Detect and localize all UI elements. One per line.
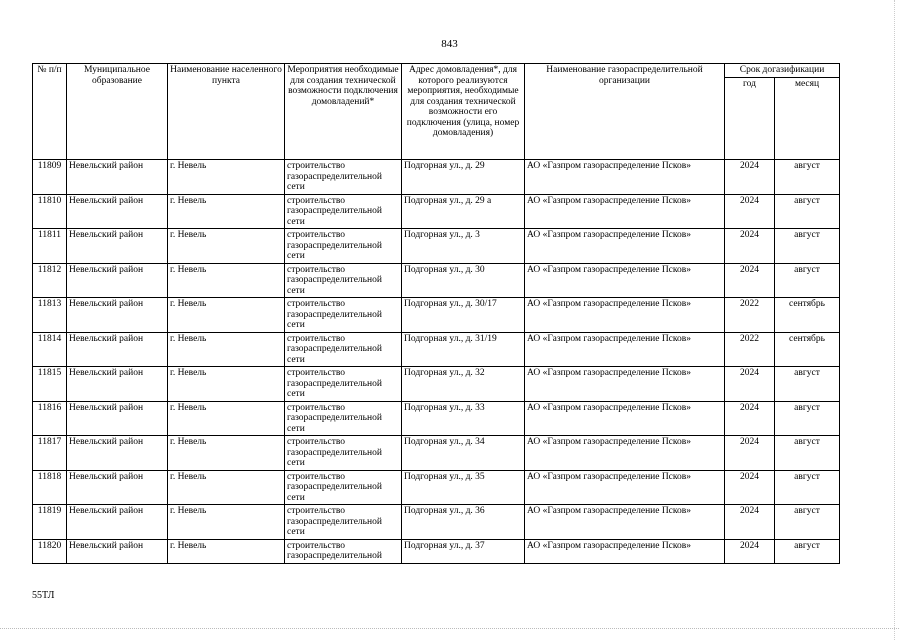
cell-num: 11816: [33, 401, 67, 436]
cell-settlement: г. Невель: [168, 229, 285, 264]
cell-org: АО «Газпром газораспределение Псков»: [525, 298, 725, 333]
cell-year: 2024: [725, 401, 775, 436]
cell-municipality: Невельский район: [67, 539, 168, 563]
scan-artifact-edge: [893, 0, 895, 640]
page-number: 843: [441, 38, 458, 50]
cell-address: Подгорная ул., д. 31/19: [402, 332, 525, 367]
cell-measures: строительство газораспределительной сети: [285, 436, 402, 471]
cell-org: АО «Газпром газораспределение Псков»: [525, 332, 725, 367]
cell-month: сентябрь: [775, 298, 840, 333]
cell-municipality: Невельский район: [67, 401, 168, 436]
cell-measures: строительство газораспределительной сети: [285, 298, 402, 333]
gasification-table: [32, 63, 840, 564]
cell-num: 11814: [33, 332, 67, 367]
cell-org: АО «Газпром газораспределение Псков»: [525, 401, 725, 436]
cell-org: АО «Газпром газораспределение Псков»: [525, 470, 725, 505]
table-row: [33, 160, 840, 195]
cell-month: август: [775, 263, 840, 298]
cell-year: 2024: [725, 436, 775, 471]
cell-year: 2022: [725, 332, 775, 367]
cell-month: август: [775, 194, 840, 229]
cell-month: сентябрь: [775, 332, 840, 367]
cell-month: август: [775, 401, 840, 436]
table-row: [33, 539, 840, 563]
cell-measures: строительство газораспределительной сети: [285, 401, 402, 436]
header-settlement: Наименование населенного пункта: [168, 64, 285, 160]
table-row: [33, 263, 840, 298]
header-year: год: [725, 78, 775, 160]
cell-year: 2024: [725, 367, 775, 402]
table-row: [33, 194, 840, 229]
cell-settlement: г. Невель: [168, 332, 285, 367]
cell-settlement: г. Невель: [168, 436, 285, 471]
cell-measures: строительство газораспределительной сети: [285, 160, 402, 195]
cell-measures: строительство газораспределительной сети: [285, 470, 402, 505]
cell-num: 11811: [33, 229, 67, 264]
cell-municipality: Невельский район: [67, 194, 168, 229]
cell-num: 11815: [33, 367, 67, 402]
cell-num: 11820: [33, 539, 67, 563]
cell-settlement: г. Невель: [168, 401, 285, 436]
table-row: [33, 436, 840, 471]
cell-address: Подгорная ул., д. 3: [402, 229, 525, 264]
header-org: Наименование газораспределительной организации: [525, 64, 725, 160]
cell-org: АО «Газпром газораспределение Псков»: [525, 229, 725, 264]
cell-municipality: Невельский район: [67, 332, 168, 367]
header-measures: Мероприятия необходимые для создания технической возможности подключения домовладений*: [285, 64, 402, 160]
table-row: [33, 229, 840, 264]
cell-measures: строительство газораспределительной сети: [285, 505, 402, 540]
cell-settlement: г. Невель: [168, 263, 285, 298]
cell-settlement: г. Невель: [168, 194, 285, 229]
header-address: Адрес домовладения*, для которого реализуются мероприятия, необходимые для создания технической возможности его подключения (улица, номер домовладения): [402, 64, 525, 160]
cell-month: август: [775, 229, 840, 264]
header-deadline: Срок догазификации: [725, 64, 840, 78]
cell-month: август: [775, 367, 840, 402]
cell-org: АО «Газпром газораспределение Псков»: [525, 367, 725, 402]
cell-settlement: г. Невель: [168, 160, 285, 195]
cell-num: 11812: [33, 263, 67, 298]
cell-address: Подгорная ул., д. 32: [402, 367, 525, 402]
cell-num: 11809: [33, 160, 67, 195]
cell-num: 11819: [33, 505, 67, 540]
table-row: [33, 298, 840, 333]
cell-month: август: [775, 539, 840, 563]
cell-year: 2024: [725, 505, 775, 540]
cell-measures: строительство газораспределительной сети: [285, 332, 402, 367]
cell-month: август: [775, 505, 840, 540]
cell-municipality: Невельский район: [67, 298, 168, 333]
table-row: [33, 470, 840, 505]
cell-address: Подгорная ул., д. 30: [402, 263, 525, 298]
cell-num: 11810: [33, 194, 67, 229]
cell-measures: строительство газораспределительной сети: [285, 194, 402, 229]
cell-year: 2024: [725, 470, 775, 505]
cell-num: 11817: [33, 436, 67, 471]
table-row: [33, 367, 840, 402]
cell-num: 11813: [33, 298, 67, 333]
table-row: [33, 401, 840, 436]
header-num: № п/п: [33, 64, 67, 160]
cell-year: 2024: [725, 539, 775, 563]
cell-address: Подгорная ул., д. 29 а: [402, 194, 525, 229]
header-municipality: Муниципальное образование: [67, 64, 168, 160]
cell-municipality: Невельский район: [67, 263, 168, 298]
cell-municipality: Невельский район: [67, 470, 168, 505]
cell-org: АО «Газпром газораспределение Псков»: [525, 505, 725, 540]
cell-org: АО «Газпром газораспределение Псков»: [525, 539, 725, 563]
table-row: [33, 505, 840, 540]
cell-settlement: г. Невель: [168, 470, 285, 505]
cell-address: Подгорная ул., д. 30/17: [402, 298, 525, 333]
cell-settlement: г. Невель: [168, 505, 285, 540]
cell-month: август: [775, 470, 840, 505]
cell-address: Подгорная ул., д. 35: [402, 470, 525, 505]
cell-month: август: [775, 160, 840, 195]
cell-org: АО «Газпром газораспределение Псков»: [525, 194, 725, 229]
cell-municipality: Невельский район: [67, 367, 168, 402]
cell-address: Подгорная ул., д. 37: [402, 539, 525, 563]
cell-year: 2022: [725, 298, 775, 333]
cell-year: 2024: [725, 194, 775, 229]
cell-month: август: [775, 436, 840, 471]
cell-settlement: г. Невель: [168, 539, 285, 563]
cell-address: Подгорная ул., д. 36: [402, 505, 525, 540]
cell-address: Подгорная ул., д. 29: [402, 160, 525, 195]
cell-year: 2024: [725, 160, 775, 195]
header-month: месяц: [775, 78, 840, 160]
cell-municipality: Невельский район: [67, 229, 168, 264]
cell-address: Подгорная ул., д. 34: [402, 436, 525, 471]
cell-org: АО «Газпром газораспределение Псков»: [525, 436, 725, 471]
cell-measures: строительство газораспределительной: [285, 539, 402, 563]
cell-org: АО «Газпром газораспределение Псков»: [525, 160, 725, 195]
cell-address: Подгорная ул., д. 33: [402, 401, 525, 436]
cell-measures: строительство газораспределительной сети: [285, 367, 402, 402]
cell-org: АО «Газпром газораспределение Псков»: [525, 263, 725, 298]
table-row: [33, 332, 840, 367]
table-body: [33, 160, 840, 564]
cell-settlement: г. Невель: [168, 298, 285, 333]
cell-measures: строительство газораспределительной сети: [285, 263, 402, 298]
cell-num: 11818: [33, 470, 67, 505]
cell-settlement: г. Невель: [168, 367, 285, 402]
cell-measures: строительство газораспределительной сети: [285, 229, 402, 264]
cell-municipality: Невельский район: [67, 436, 168, 471]
cell-year: 2024: [725, 229, 775, 264]
footer-code: 55ТЛ: [32, 590, 55, 601]
cell-year: 2024: [725, 263, 775, 298]
cell-municipality: Невельский район: [67, 505, 168, 540]
scan-artifact-bottom: [0, 628, 899, 630]
cell-municipality: Невельский район: [67, 160, 168, 195]
